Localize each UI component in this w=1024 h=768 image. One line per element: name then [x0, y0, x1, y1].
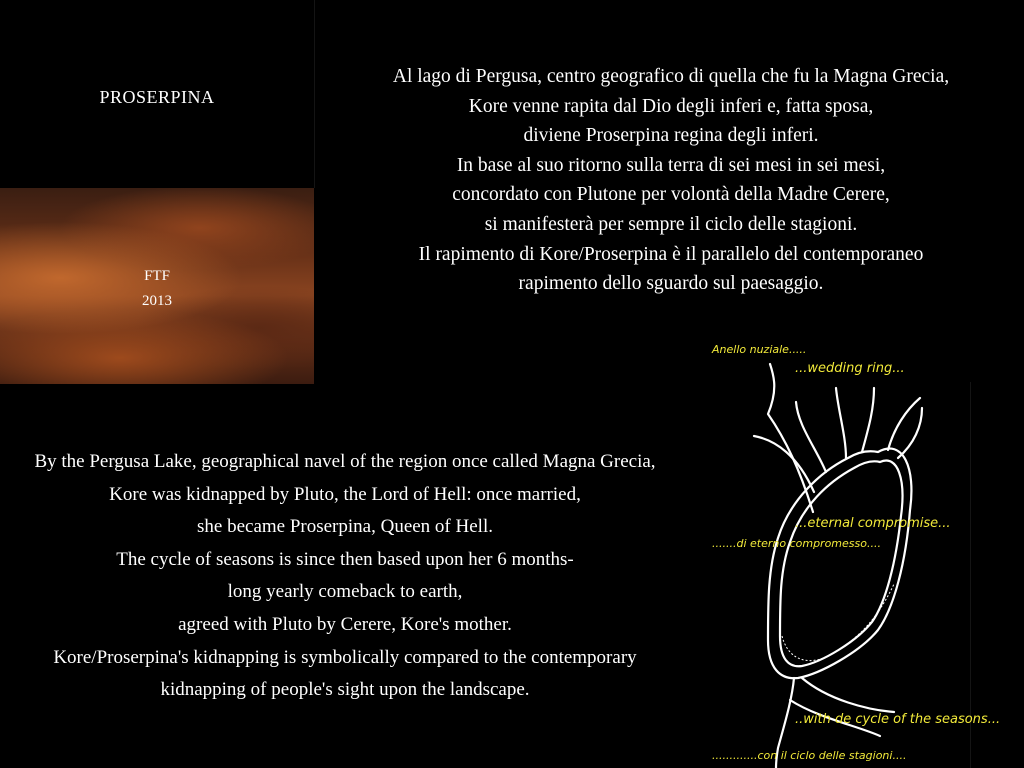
annotation-anello-nuziale: Anello nuziale..... — [712, 343, 807, 356]
italian-line: Il rapimento di Kore/Proserpina è il parallelo del contemporaneo — [418, 243, 924, 265]
english-line: Kore/Proserpina's kidnapping is symbolically compared to the contemporary — [53, 646, 637, 668]
annotation-ciclo-stagioni: .............con il ciclo delle stagioni.... — [712, 749, 907, 762]
italian-line: concordato con Plutone per volontà della Madre Cerere, — [452, 184, 890, 206]
italian-line: In base al suo ritorno sulla terra di sei mesi in sei mesi, — [456, 154, 886, 176]
sunset-sky-image — [0, 188, 314, 384]
italian-line: rapimento dello sguardo sul paesaggio. — [518, 273, 824, 295]
english-line: By the Pergusa Lake, geographical navel of the region once called Magna Grecia, — [34, 451, 656, 472]
author-label: FTF — [144, 268, 170, 284]
italian-line: si manifesterà per sempre il ciclo delle stagioni. — [484, 213, 858, 235]
branch-far-right — [898, 408, 922, 458]
italian-line: Kore venne rapita dal Dio degli inferi e, fatta sposa, — [468, 95, 874, 117]
italian-text — [318, 62, 1024, 299]
english-line: she became Proserpina, Queen of Hell. — [197, 516, 493, 538]
branch-right — [888, 398, 920, 450]
annotation-eterno-compromesso: .......di eterno compromesso.... — [712, 537, 881, 550]
english-line: long yearly comeback to earth, — [227, 581, 463, 603]
branch-top-center — [862, 388, 874, 452]
annotation-wedding-ring: ...wedding ring... — [795, 361, 905, 376]
branch-center — [836, 388, 846, 458]
branch-top-left — [768, 364, 813, 512]
english-line: The cycle of seasons is since then based upon her 6 months- — [116, 548, 574, 570]
annotation-cycle-of-seasons: ..with de cycle of the seasons... — [795, 712, 1001, 727]
wedding-ring-sketch — [698, 340, 1024, 768]
ring-stem-right — [802, 678, 894, 712]
branch-mid — [796, 402, 826, 472]
title-panel — [0, 0, 315, 188]
year-label: 2013 — [142, 293, 172, 309]
english-text — [0, 446, 690, 707]
branch-left — [754, 436, 814, 492]
italian-line: Al lago di Pergusa, centro geografico di quella che fu la Magna Grecia, — [392, 66, 950, 87]
ring-outline — [768, 449, 911, 679]
italian-line: diviene Proserpina regina degli inferi. — [523, 125, 819, 147]
ring-inner-outline — [780, 461, 902, 667]
artwork-title: PROSERPINA — [99, 87, 215, 107]
english-line: Kore was kidnapped by Pluto, the Lord of Hell: once married, — [109, 483, 581, 505]
english-line: agreed with Pluto by Cerere, Kore's mother. — [178, 613, 512, 635]
english-line: kidnapping of people's sight upon the landscape. — [160, 679, 530, 701]
annotation-eternal-compromise: ...eternal compromise... — [795, 516, 951, 531]
